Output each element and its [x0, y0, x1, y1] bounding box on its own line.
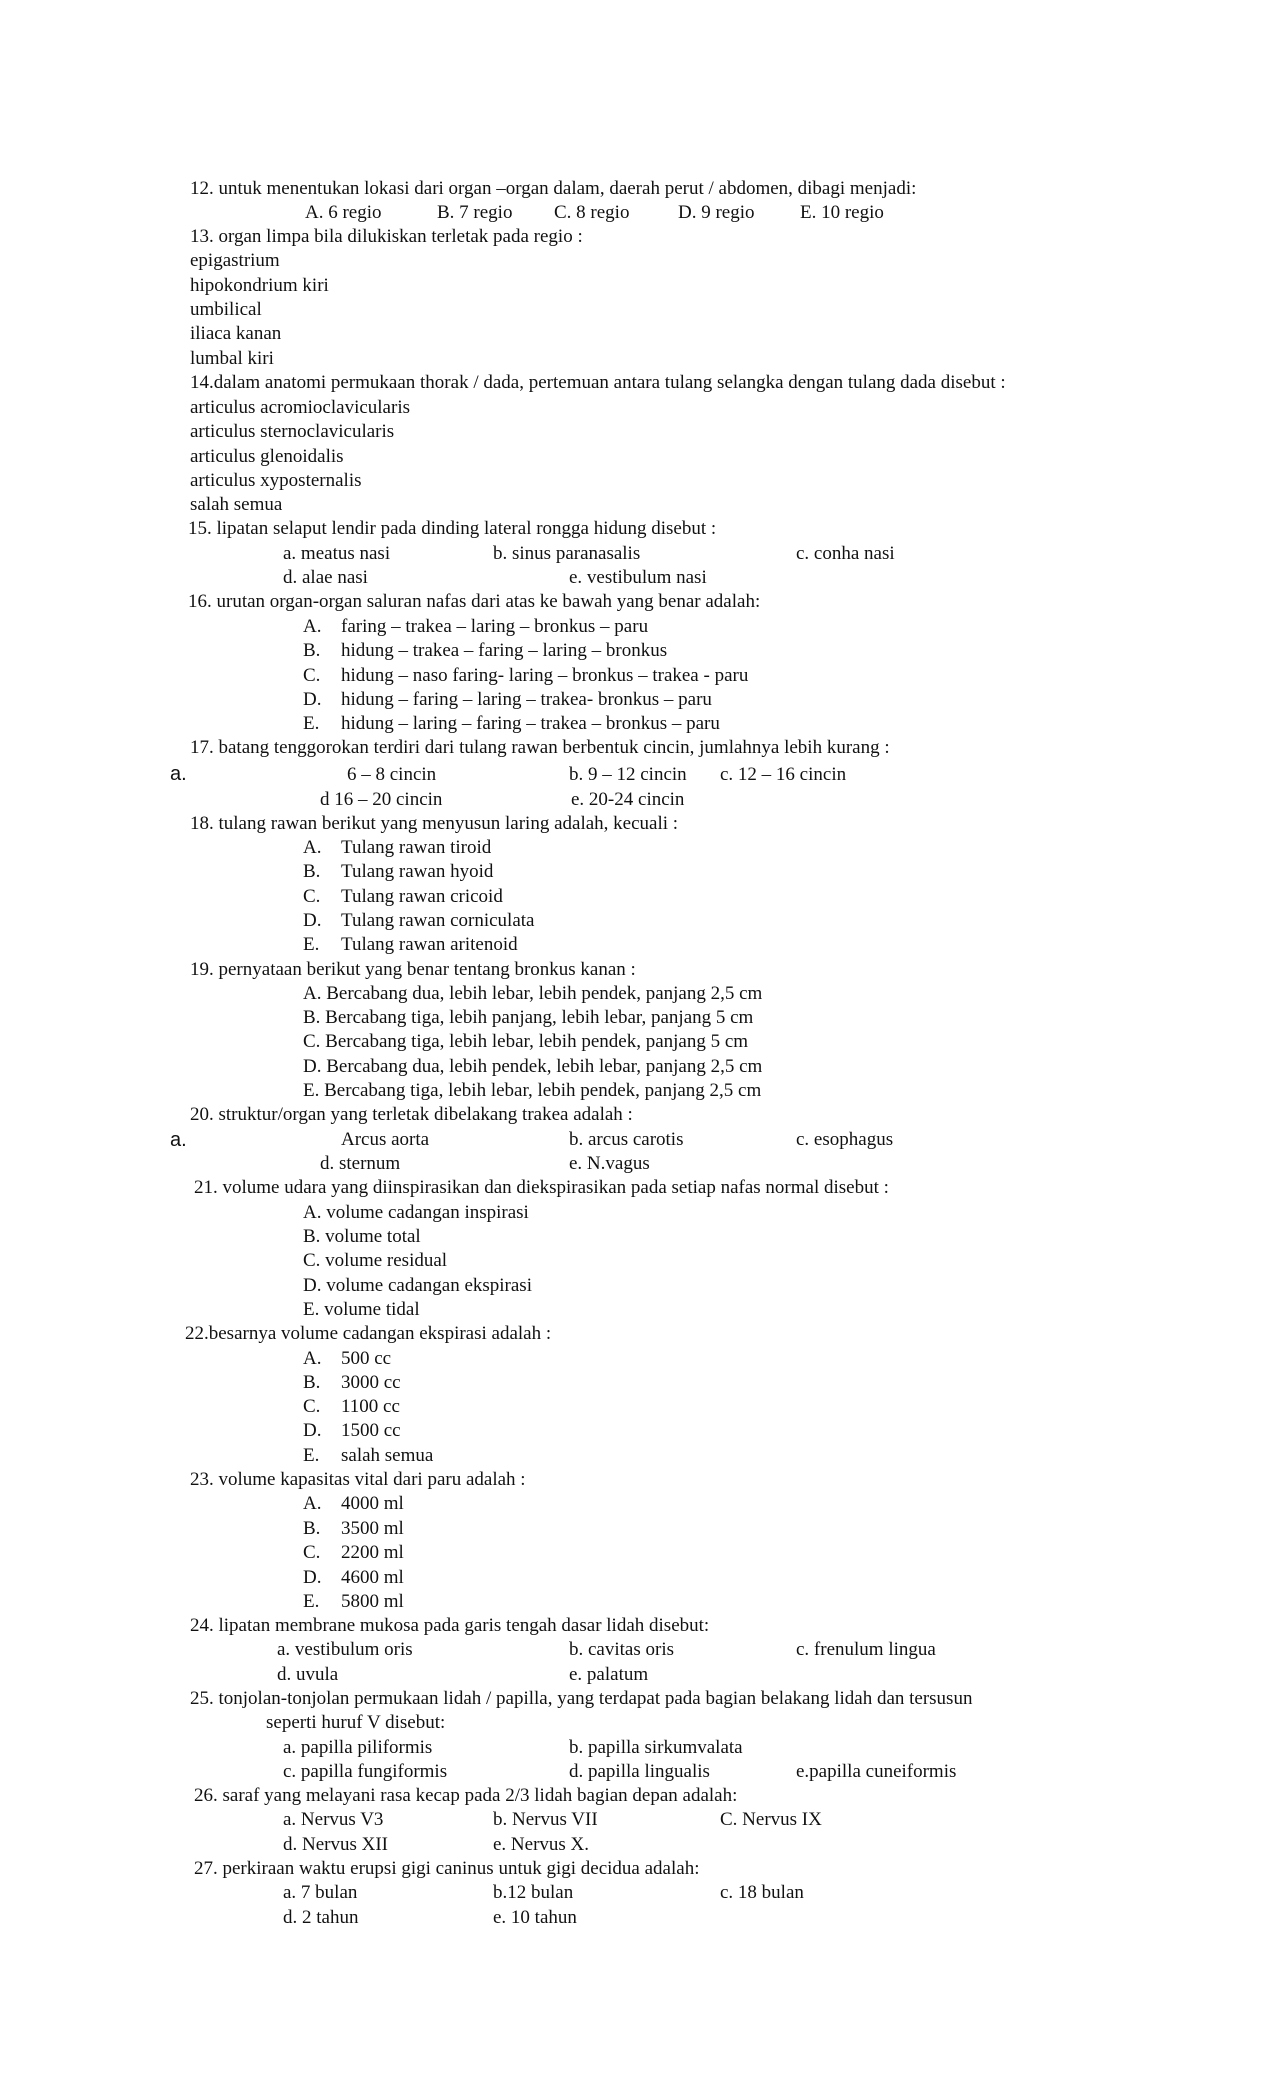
option-23b: 3500 ml — [341, 1518, 404, 1539]
option-27c: c. 18 bulan — [720, 1882, 804, 1903]
option-18a: Tulang rawan tiroid — [341, 837, 492, 858]
option-20c: c. esophagus — [796, 1129, 894, 1150]
option-12c: C. 8 regio — [554, 202, 630, 223]
question-16: 16. urutan organ-organ saluran nafas dari atas ke bawah yang benar adalah: — [188, 591, 761, 612]
question-21: 21. volume udara yang diinspirasikan dan diekspirasikan pada setiap nafas normal disebut : — [194, 1177, 889, 1198]
option-15c: c. conha nasi — [796, 543, 895, 564]
option-25a: a. papilla piliformis — [283, 1737, 433, 1758]
option-23b-letter: B. — [303, 1518, 321, 1539]
question-26: 26. saraf yang melayani rasa kecap pada 2/3 lidah bagian depan adalah: — [194, 1785, 738, 1806]
option-12d: D. 9 regio — [678, 202, 755, 223]
option-13a: epigastrium — [190, 250, 280, 271]
option-26e: e. Nervus X. — [493, 1834, 590, 1855]
option-23c-letter: C. — [303, 1542, 321, 1563]
option-21a: A. volume cadangan inspirasi — [303, 1202, 529, 1223]
option-17c: c. 12 – 16 cincin — [720, 764, 847, 785]
option-21b: B. volume total — [303, 1226, 421, 1247]
option-19e: E. Bercabang tiga, lebih lebar, lebih pendek, panjang 2,5 cm — [303, 1080, 762, 1101]
option-16b: hidung – trakea – faring – laring – bronkus — [341, 640, 668, 661]
option-14a: articulus acromioclavicularis — [190, 397, 410, 418]
option-20e: e. N.vagus — [569, 1153, 650, 1174]
option-13d: iliaca kanan — [190, 323, 282, 344]
question-19: 19. pernyataan berikut yang benar tentang bronkus kanan : — [190, 959, 636, 980]
option-24b: b. cavitas oris — [569, 1639, 675, 1660]
option-18b: Tulang rawan hyoid — [341, 861, 494, 882]
option-18e-letter: E. — [303, 934, 320, 955]
option-25b: b. papilla sirkumvalata — [569, 1737, 743, 1758]
option-13e: lumbal kiri — [190, 348, 274, 369]
question-27: 27. perkiraan waktu erupsi gigi caninus untuk gigi decidua adalah: — [194, 1858, 700, 1879]
option-16a: faring – trakea – laring – bronkus – paru — [341, 616, 649, 637]
option-16e: hidung – laring – faring – trakea – bronkus – paru — [341, 713, 720, 734]
option-22a-letter: A. — [303, 1348, 322, 1369]
option-23e-letter: E. — [303, 1591, 320, 1612]
option-22b-letter: B. — [303, 1372, 321, 1393]
option-17e: e. 20-24 cincin — [571, 789, 685, 810]
question-24: 24. lipatan membrane mukosa pada garis tengah dasar lidah disebut: — [190, 1615, 710, 1636]
option-26a: a. Nervus V3 — [283, 1809, 384, 1830]
option-22a: 500 cc — [341, 1348, 392, 1369]
option-18c: Tulang rawan cricoid — [341, 886, 503, 907]
option-27d: d. 2 tahun — [283, 1907, 359, 1928]
option-17b: b. 9 – 12 cincin — [569, 764, 687, 785]
option-22e-letter: E. — [303, 1445, 320, 1466]
option-27e: e. 10 tahun — [493, 1907, 577, 1928]
option-17a-letter: a. — [170, 763, 187, 785]
question-15: 15. lipatan selaput lendir pada dinding lateral rongga hidung disebut : — [188, 518, 717, 539]
option-25d: d. papilla lingualis — [569, 1761, 710, 1782]
option-19b: B. Bercabang tiga, lebih panjang, lebih lebar, panjang 5 cm — [303, 1007, 754, 1028]
question-12: 12. untuk menentukan lokasi dari organ –organ dalam, daerah perut / abdomen, dibagi menjadi: — [190, 178, 917, 199]
question-25: 25. tonjolan-tonjolan permukaan lidah / papilla, yang terdapat pada bagian belakang lidah dan tersusun — [190, 1688, 973, 1709]
option-20d: d. sternum — [320, 1153, 401, 1174]
option-26c: C. Nervus IX — [720, 1809, 822, 1830]
option-18c-letter: C. — [303, 886, 321, 907]
question-22: 22.besarnya volume cadangan ekspirasi adalah : — [185, 1323, 552, 1344]
question-20: 20. struktur/organ yang terletak dibelakang trakea adalah : — [190, 1104, 633, 1125]
option-21d: D. volume cadangan ekspirasi — [303, 1275, 532, 1296]
option-14b: articulus sternoclavicularis — [190, 421, 395, 442]
option-22c-letter: C. — [303, 1396, 321, 1417]
question-23: 23. volume kapasitas vital dari paru adalah : — [190, 1469, 526, 1490]
option-25e: e.papilla cuneiformis — [796, 1761, 957, 1782]
option-16b-letter: B. — [303, 640, 321, 661]
option-17d: d 16 – 20 cincin — [320, 789, 443, 810]
option-26d: d. Nervus XII — [283, 1834, 389, 1855]
option-12b: B. 7 regio — [437, 202, 513, 223]
option-20b: b. arcus carotis — [569, 1129, 684, 1150]
option-19a: A. Bercabang dua, lebih lebar, lebih pendek, panjang 2,5 cm — [303, 983, 763, 1004]
option-24a: a. vestibulum oris — [277, 1639, 413, 1660]
option-22e: salah semua — [341, 1445, 434, 1466]
option-13c: umbilical — [190, 299, 262, 320]
option-21c: C. volume residual — [303, 1250, 448, 1271]
option-23c: 2200 ml — [341, 1542, 404, 1563]
option-13b: hipokondrium kiri — [190, 275, 329, 296]
option-22d-letter: D. — [303, 1420, 322, 1441]
option-15e: e. vestibulum nasi — [569, 567, 707, 588]
option-15a: a. meatus nasi — [283, 543, 391, 564]
option-25c: c. papilla fungiformis — [283, 1761, 448, 1782]
option-22d: 1500 cc — [341, 1420, 401, 1441]
option-27b: b.12 bulan — [493, 1882, 574, 1903]
option-16c-letter: C. — [303, 665, 321, 686]
option-12e: E. 10 regio — [800, 202, 884, 223]
question-14: 14.dalam anatomi permukaan thorak / dada, pertemuan antara tulang selangka dengan tulang dada disebut : — [190, 372, 1006, 393]
option-23d: 4600 ml — [341, 1567, 404, 1588]
option-22c: 1100 cc — [341, 1396, 400, 1417]
option-21e: E. volume tidal — [303, 1299, 420, 1320]
question-17: 17. batang tenggorokan terdiri dari tulang rawan berbentuk cincin, jumlahnya lebih kurang : — [190, 737, 890, 758]
question-18: 18. tulang rawan berikut yang menyusun laring adalah, kecuali : — [190, 813, 679, 834]
option-23a: 4000 ml — [341, 1493, 404, 1514]
option-19d: D. Bercabang dua, lebih pendek, lebih lebar, panjang 2,5 cm — [303, 1056, 763, 1077]
option-15d: d. alae nasi — [283, 567, 368, 588]
option-23d-letter: D. — [303, 1567, 322, 1588]
option-12a: A. 6 regio — [305, 202, 382, 223]
option-24e: e. palatum — [569, 1664, 649, 1685]
option-19c: C. Bercabang tiga, lebih lebar, lebih pendek, panjang 5 cm — [303, 1031, 749, 1052]
option-27a: a. 7 bulan — [283, 1882, 358, 1903]
option-24d: d. uvula — [277, 1664, 339, 1685]
option-18e: Tulang rawan aritenoid — [341, 934, 518, 955]
question-13: 13. organ limpa bila dilukiskan terletak pada regio : — [190, 226, 583, 247]
option-23e: 5800 ml — [341, 1591, 404, 1612]
option-23a-letter: A. — [303, 1493, 322, 1514]
option-16d-letter: D. — [303, 689, 322, 710]
option-16a-letter: A. — [303, 616, 322, 637]
question-25-cont: seperti huruf V disebut: — [266, 1712, 446, 1733]
option-16d: hidung – faring – laring – trakea- bronkus – paru — [341, 689, 712, 710]
option-14e: salah semua — [190, 494, 283, 515]
option-22b: 3000 cc — [341, 1372, 401, 1393]
option-26b: b. Nervus VII — [493, 1809, 598, 1830]
option-18d-letter: D. — [303, 910, 322, 931]
option-18d: Tulang rawan corniculata — [341, 910, 535, 931]
option-14d: articulus xyposternalis — [190, 470, 362, 491]
option-20a: Arcus aorta — [341, 1129, 430, 1150]
option-16e-letter: E. — [303, 713, 320, 734]
option-18b-letter: B. — [303, 861, 321, 882]
option-18a-letter: A. — [303, 837, 322, 858]
option-20a-letter: a. — [170, 1129, 187, 1151]
option-17a: 6 – 8 cincin — [347, 764, 437, 785]
option-15b: b. sinus paranasalis — [493, 543, 641, 564]
option-16c: hidung – naso faring- laring – bronkus – trakea - paru — [341, 665, 749, 686]
option-24c: c. frenulum lingua — [796, 1639, 936, 1660]
option-14c: articulus glenoidalis — [190, 446, 344, 467]
